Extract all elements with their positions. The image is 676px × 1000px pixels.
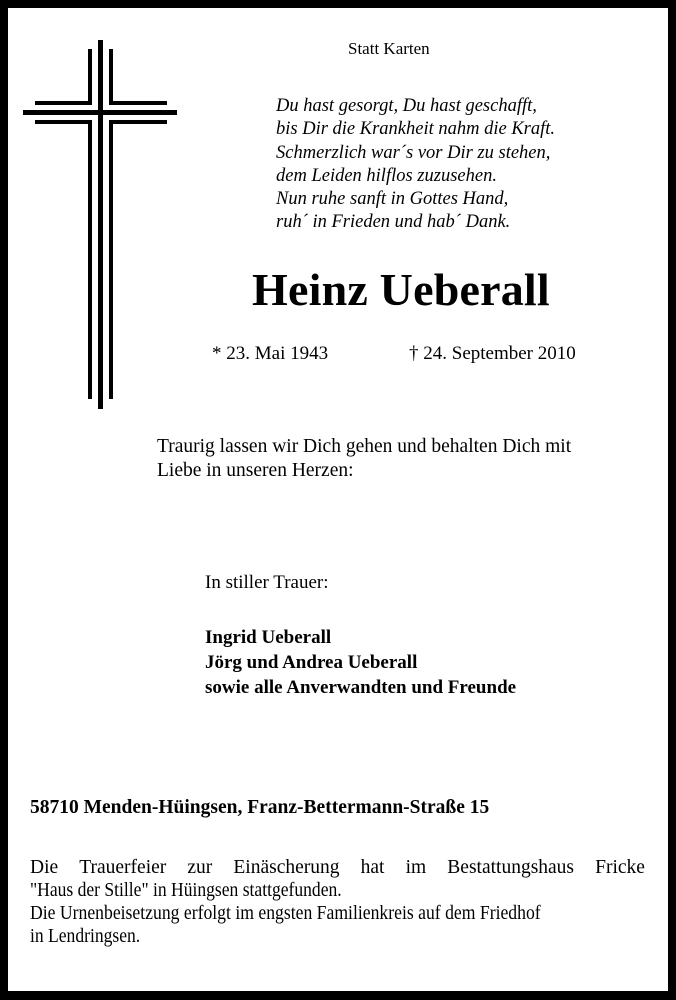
cross-left-lower (88, 120, 92, 399)
cross-lower-left-arm (35, 120, 92, 124)
poem-line: Du hast gesorgt, Du hast geschafft, (276, 96, 537, 116)
word: Einäscherung (233, 857, 340, 878)
deceased-name: Heinz Ueberall (252, 264, 550, 315)
farewell-line: Liebe in unseren Herzen: (157, 460, 354, 481)
word: Die (30, 857, 59, 878)
cross-upper-left-arm (35, 101, 92, 105)
farewell-line: Traurig lassen wir Dich gehen und behalten Dich mit (157, 436, 572, 457)
word: zur (187, 857, 213, 878)
farewell-text (157, 435, 571, 483)
header-note: Statt Karten (348, 39, 430, 58)
notice-line-1 (30, 856, 645, 879)
mourner: Jörg und Andrea Ueberall (205, 652, 418, 673)
poem-line: bis Dir die Krankheit nahm die Kraft. (276, 119, 556, 140)
family-address: 58710 Menden-Hüingsen, Franz-Bettermann-Straße 15 (30, 797, 490, 818)
word: Fricke (595, 857, 645, 878)
cross-right-upper (109, 49, 113, 105)
poem (276, 95, 555, 235)
notice-line-3: Die Urnenbeisetzung erfolgt im engsten Familienkreis auf dem Friedhof (30, 903, 541, 924)
poem-line: Nun ruhe sanft in Gottes Hand, (276, 189, 509, 210)
cross-right-lower (109, 120, 113, 399)
word: hat (360, 857, 385, 878)
death-date: † 24. September 2010 (409, 343, 576, 364)
poem-line: ruh´ in Frieden und hab´ Dank. (276, 212, 511, 233)
mourners-list (205, 625, 516, 700)
poem-line: Schmerzlich war´s vor Dir zu stehen, (276, 142, 551, 163)
mourner: sowie alle Anverwandten und Freunde (205, 677, 517, 698)
cross-center-horizontal (23, 110, 177, 115)
cross-left-upper (88, 49, 92, 105)
birth-date: * 23. Mai 1943 (212, 343, 329, 364)
word: im (405, 857, 427, 878)
cross-center-vertical (98, 40, 103, 409)
word: Trauerfeier (79, 857, 167, 878)
notice-line-2: "Haus der Stille" in Hüingsen stattgefunden. (30, 880, 342, 901)
word: Bestattungshaus (447, 857, 575, 878)
cross-icon (0, 0, 200, 420)
mourning-label: In stiller Trauer: (205, 572, 329, 593)
poem-line: dem Leiden hilflos zuzusehen. (276, 165, 497, 186)
cross-lower-right-arm (109, 120, 167, 124)
funeral-notice (30, 856, 645, 948)
cross-upper-right-arm (109, 101, 167, 105)
notice-line-4: in Lendringsen. (30, 926, 141, 947)
mourner: Ingrid Ueberall (205, 627, 332, 648)
